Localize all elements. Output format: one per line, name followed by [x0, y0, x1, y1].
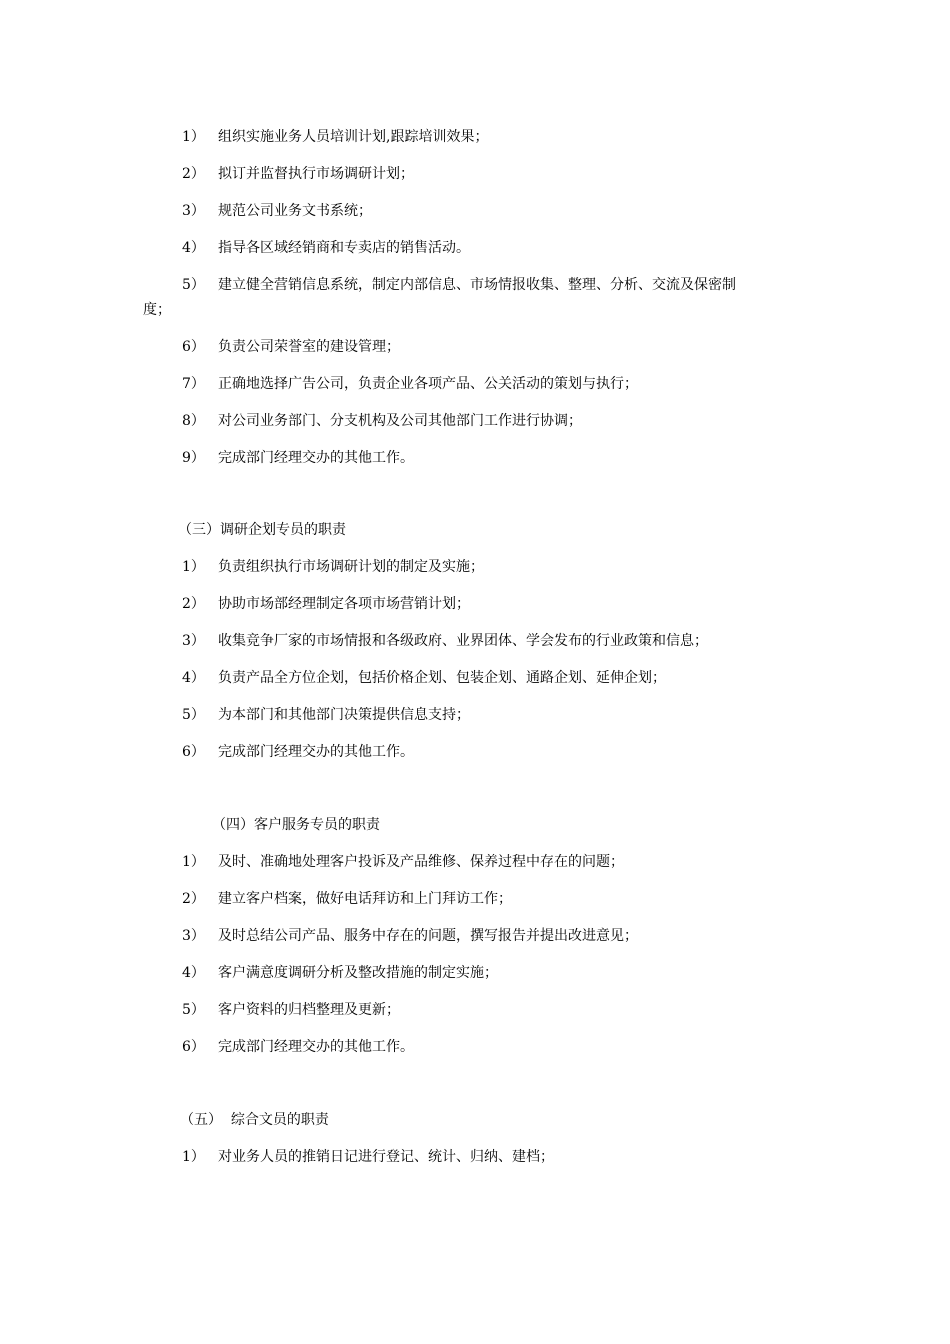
item-number: 6）	[182, 1039, 205, 1055]
item-text: 正确地选择广告公司，负责企业各项产品、公关活动的策划与执行；	[218, 376, 638, 392]
item-text: 组织实施业务人员培训计划,跟踪培训效果；	[218, 129, 489, 145]
item-number: 2）	[182, 596, 205, 612]
item-text: 对公司业务部门、分支机构及公司其他部门工作进行协调；	[218, 413, 582, 429]
list-item	[182, 238, 470, 258]
item-number: 1）	[182, 129, 205, 145]
section-heading: （三）调研企划专员的职责	[178, 522, 346, 538]
item-text: 收集竞争厂家的市场情报和各级政府、业界团体、学会发布的行业政策和信息；	[218, 633, 708, 649]
item-number: 5）	[182, 707, 205, 723]
list-item	[182, 557, 484, 577]
item-number: 1）	[182, 1149, 205, 1165]
item-text: 完成部门经理交办的其他工作。	[218, 1039, 414, 1055]
item-text: 规范公司业务文书系统；	[218, 203, 372, 219]
item-number: 3）	[182, 633, 205, 649]
item-number: 4）	[182, 670, 205, 686]
item-number: 3）	[182, 203, 205, 219]
item-text: 客户满意度调研分析及整改措施的制定实施；	[218, 965, 498, 981]
item-text: 对业务人员的推销日记进行登记、统计、归纳、建档；	[218, 1149, 554, 1165]
item-text: 及时、准确地处理客户投诉及产品维修、保养过程中存在的问题；	[218, 854, 624, 870]
item-text: 指导各区域经销商和专卖店的销售活动。	[218, 240, 470, 256]
list-item	[182, 1147, 554, 1167]
list-item-continuation	[143, 300, 171, 320]
item-number: 1）	[182, 559, 205, 575]
item-number: 1）	[182, 854, 205, 870]
item-number: 3）	[182, 928, 205, 944]
item-text-continuation: 度；	[143, 302, 171, 318]
list-item	[182, 1037, 414, 1057]
item-number: 8）	[182, 413, 205, 429]
item-text: 负责产品全方位企划，包括价格企划、包装企划、通路企划、延伸企划；	[218, 670, 666, 686]
list-item	[182, 705, 470, 725]
item-text: 完成部门经理交办的其他工作。	[218, 450, 414, 466]
list-item	[182, 127, 488, 147]
list-item	[182, 374, 638, 394]
item-number: 4）	[182, 240, 205, 256]
item-text: 建立健全营销信息系统，制定内部信息、市场情报收集、整理、分析、交流及保密制	[218, 277, 736, 293]
item-text: 协助市场部经理制定各项市场营销计划；	[218, 596, 470, 612]
item-text: 及时总结公司产品、服务中存在的问题，撰写报告并提出改进意见；	[218, 928, 638, 944]
item-text: 拟订并监督执行市场调研计划；	[218, 166, 414, 182]
item-number: 6）	[182, 744, 205, 760]
list-item	[182, 594, 470, 614]
section-heading: （四）客户服务专员的职责	[212, 817, 380, 833]
list-item	[182, 411, 582, 431]
list-item	[182, 631, 708, 651]
list-item	[182, 889, 512, 909]
section-heading: （五） 综合文员的职责	[180, 1112, 329, 1128]
item-text: 负责组织执行市场调研计划的制定及实施；	[218, 559, 484, 575]
item-text: 建立客户档案，做好电话拜访和上门拜访工作；	[218, 891, 512, 907]
list-item	[182, 668, 666, 688]
list-item	[182, 742, 414, 762]
list-item	[182, 852, 624, 872]
item-number: 5）	[182, 1002, 205, 1018]
list-item	[182, 1000, 400, 1020]
item-number: 2）	[182, 166, 205, 182]
list-item	[182, 164, 414, 184]
item-text: 负责公司荣誉室的建设管理；	[218, 339, 400, 355]
item-text: 完成部门经理交办的其他工作。	[218, 744, 414, 760]
list-item	[182, 963, 498, 983]
item-number: 2）	[182, 891, 205, 907]
item-number: 9）	[182, 450, 205, 466]
list-item	[182, 448, 414, 468]
list-item	[182, 201, 372, 221]
item-number: 4）	[182, 965, 205, 981]
list-item	[182, 275, 736, 295]
item-number: 7）	[182, 376, 205, 392]
item-number: 6）	[182, 339, 205, 355]
item-number: 5）	[182, 277, 205, 293]
item-text: 客户资料的归档整理及更新；	[218, 1002, 400, 1018]
list-item	[182, 337, 400, 357]
item-text: 为本部门和其他部门决策提供信息支持；	[218, 707, 470, 723]
list-item	[182, 926, 638, 946]
